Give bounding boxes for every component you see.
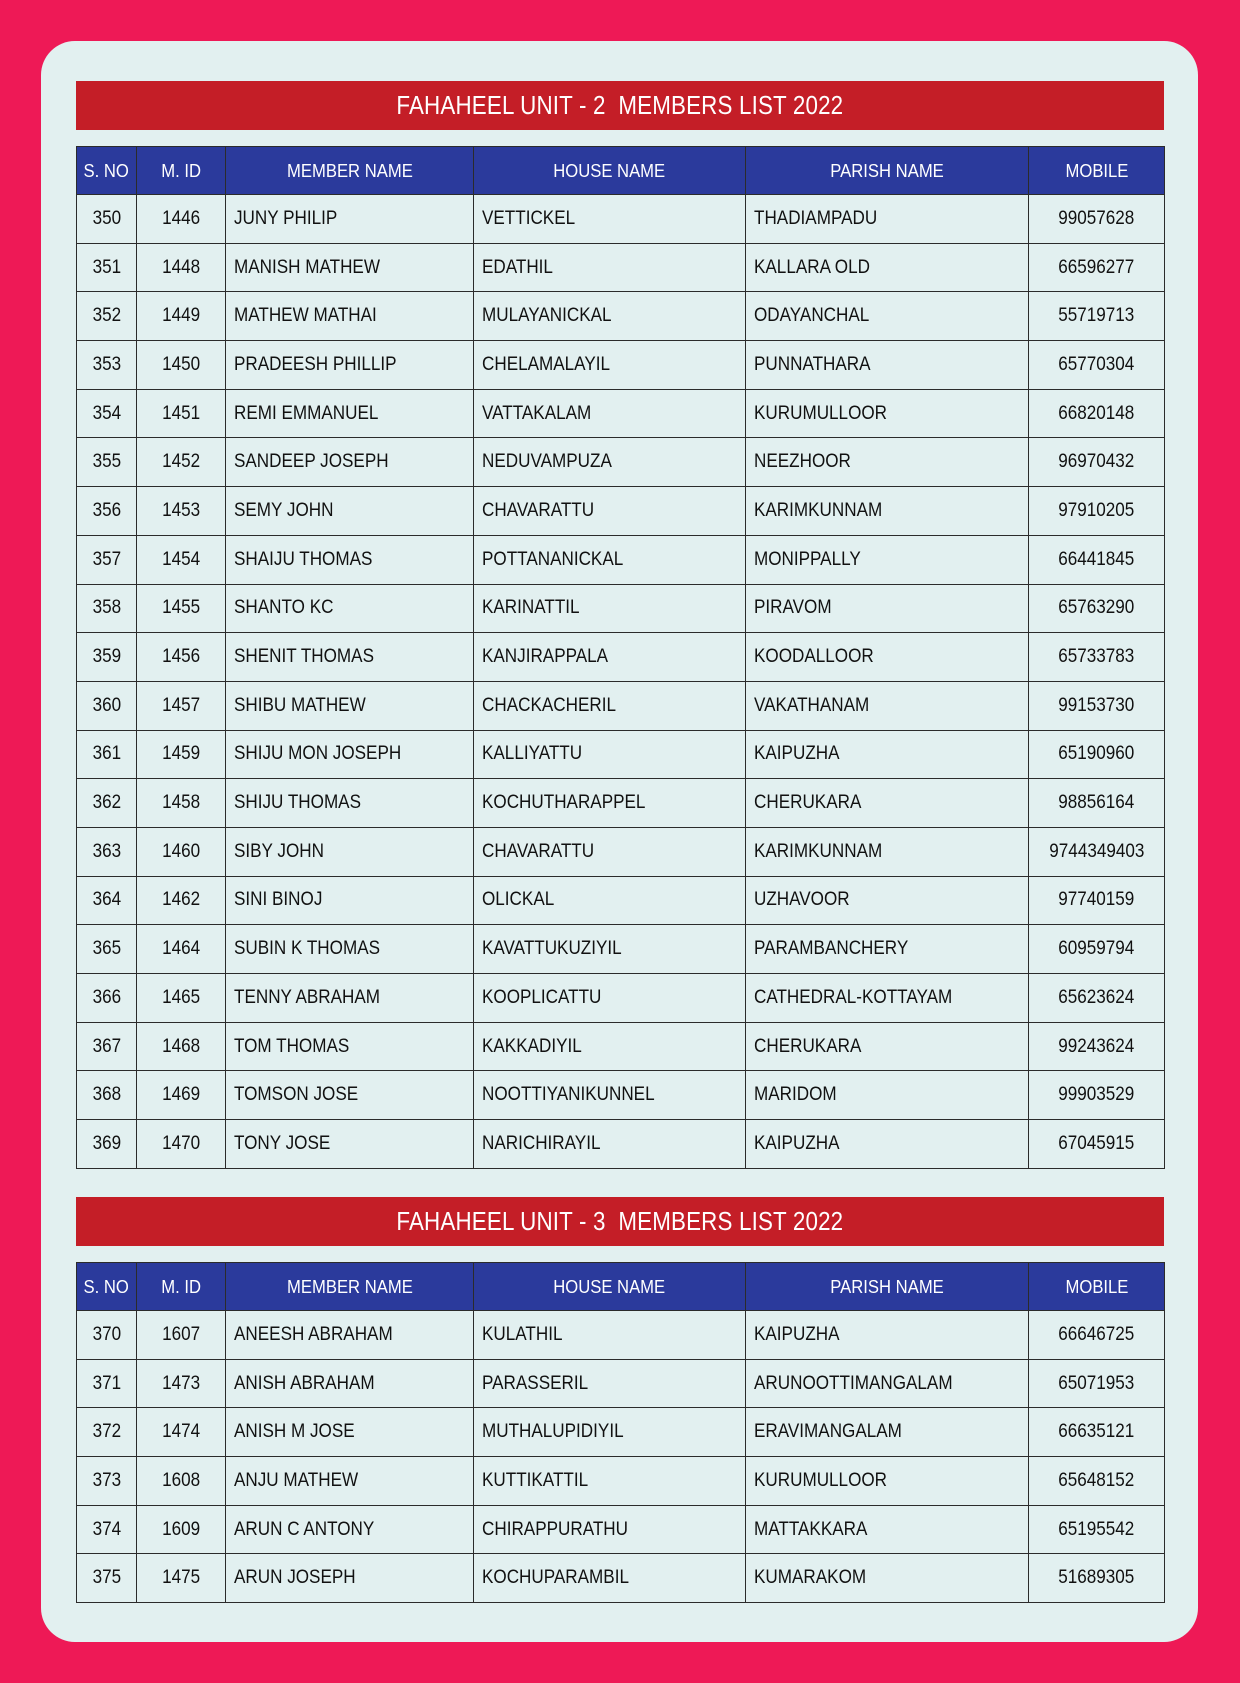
cell-mobile: 66596277 [1029, 243, 1165, 292]
table-row [77, 925, 1165, 974]
cell-house-name: NOOTTIYANIKUNNEL [474, 1071, 746, 1120]
cell-member-name: JUNY PHILIP [226, 195, 474, 244]
table-row [77, 1408, 1165, 1457]
cell-mobile: 99243624 [1029, 1022, 1165, 1071]
cell-sno: 350 [77, 195, 137, 244]
cell-member-name: SIBY JOHN [226, 827, 474, 876]
cell-member-name: MATHEW MATHAI [226, 292, 474, 341]
cell-member-id: 1457 [137, 681, 226, 730]
table-row [77, 341, 1165, 390]
cell-house-name: OLICKAL [474, 876, 746, 925]
cell-house-name: KARINATTIL [474, 584, 746, 633]
cell-mobile: 66635121 [1029, 1408, 1165, 1457]
cell-sno: 365 [77, 925, 137, 974]
cell-mobile: 97740159 [1029, 876, 1165, 925]
cell-sno: 363 [77, 827, 137, 876]
cell-parish-name: THADIAMPADU [746, 195, 1029, 244]
cell-member-id: 1449 [137, 292, 226, 341]
cell-mobile: 66820148 [1029, 389, 1165, 438]
cell-sno: 357 [77, 535, 137, 584]
cell-parish-name: KARIMKUNNAM [746, 827, 1029, 876]
cell-member-name: SHIBU MATHEW [226, 681, 474, 730]
cell-sno: 354 [77, 389, 137, 438]
cell-sno: 355 [77, 438, 137, 487]
cell-member-id: 1475 [137, 1554, 226, 1603]
cell-sno: 364 [77, 876, 137, 925]
unit-3-title-banner [76, 1197, 1164, 1246]
table-row [77, 974, 1165, 1023]
cell-parish-name: UZHAVOOR [746, 876, 1029, 925]
cell-member-id: 1459 [137, 730, 226, 779]
cell-member-name: MANISH MATHEW [226, 243, 474, 292]
unit-2-title: FAHAHEEL UNIT - 2 MEMBERS LIST 2022 [396, 90, 844, 120]
cell-member-name: SHIJU THOMAS [226, 779, 474, 828]
cell-member-name: REMI EMMANUEL [226, 389, 474, 438]
table-row [77, 1505, 1165, 1554]
cell-house-name: KANJIRAPPALA [474, 633, 746, 682]
cell-parish-name: ERAVIMANGALAM [746, 1408, 1029, 1457]
cell-member-id: 1451 [137, 389, 226, 438]
cell-member-id: 1465 [137, 974, 226, 1023]
cell-parish-name: KARIMKUNNAM [746, 487, 1029, 536]
cell-mobile: 97910205 [1029, 487, 1165, 536]
cell-sno: 351 [77, 243, 137, 292]
table-row [77, 487, 1165, 536]
unit-2-members-table [76, 146, 1165, 1169]
cell-mobile: 99057628 [1029, 195, 1165, 244]
cell-parish-name: VAKATHANAM [746, 681, 1029, 730]
cell-mobile: 96970432 [1029, 438, 1165, 487]
cell-sno: 366 [77, 974, 137, 1023]
cell-house-name: CHIRAPPURATHU [474, 1505, 746, 1554]
table-row [77, 1457, 1165, 1506]
cell-member-id: 1460 [137, 827, 226, 876]
cell-house-name: KOCHUTHARAPPEL [474, 779, 746, 828]
cell-member-id: 1468 [137, 1022, 226, 1071]
table-row [77, 243, 1165, 292]
cell-member-name: SANDEEP JOSEPH [226, 438, 474, 487]
cell-parish-name: PARAMBANCHERY [746, 925, 1029, 974]
cell-house-name: KOCHUPARAMBIL [474, 1554, 746, 1603]
unit-2-table-body [77, 195, 1165, 1169]
cell-parish-name: KAIPUZHA [746, 730, 1029, 779]
cell-sno: 369 [77, 1120, 137, 1169]
cell-parish-name: NEEZHOOR [746, 438, 1029, 487]
cell-parish-name: KURUMULLOOR [746, 389, 1029, 438]
cell-sno: 352 [77, 292, 137, 341]
cell-house-name: CHACKACHERIL [474, 681, 746, 730]
cell-member-name: PRADEESH PHILLIP [226, 341, 474, 390]
cell-member-id: 1455 [137, 584, 226, 633]
cell-parish-name: ARUNOOTTIMANGALAM [746, 1359, 1029, 1408]
cell-member-name: ANISH M JOSE [226, 1408, 474, 1457]
cell-member-id: 1453 [137, 487, 226, 536]
cell-parish-name: MARIDOM [746, 1071, 1029, 1120]
cell-house-name: NARICHIRAYIL [474, 1120, 746, 1169]
cell-parish-name: PUNNATHARA [746, 341, 1029, 390]
cell-sno: 361 [77, 730, 137, 779]
table-row [77, 292, 1165, 341]
cell-mobile: 65733783 [1029, 633, 1165, 682]
unit-3-members-table [76, 1262, 1165, 1603]
cell-sno: 353 [77, 341, 137, 390]
cell-sno: 372 [77, 1408, 137, 1457]
cell-sno: 375 [77, 1554, 137, 1603]
cell-member-name: SEMY JOHN [226, 487, 474, 536]
cell-sno: 360 [77, 681, 137, 730]
cell-mobile: 65770304 [1029, 341, 1165, 390]
cell-house-name: POTTANANICKAL [474, 535, 746, 584]
col-header-mid: M. ID [137, 147, 226, 195]
col-header-house-name: HOUSE NAME [474, 1263, 746, 1311]
cell-parish-name: PIRAVOM [746, 584, 1029, 633]
table-row [77, 389, 1165, 438]
col-header-sno: S. NO [77, 1263, 137, 1311]
col-header-sno: S. NO [77, 147, 137, 195]
col-header-member-name: MEMBER NAME [226, 1263, 474, 1311]
cell-parish-name: KAIPUZHA [746, 1311, 1029, 1360]
cell-member-id: 1458 [137, 779, 226, 828]
cell-mobile: 9744349403 [1029, 827, 1165, 876]
cell-mobile: 60959794 [1029, 925, 1165, 974]
unit-2-title-banner [76, 81, 1164, 130]
table-row [77, 1311, 1165, 1360]
col-header-parish-name: PARISH NAME [746, 1263, 1029, 1311]
table-row [77, 681, 1165, 730]
cell-member-name: TONY JOSE [226, 1120, 474, 1169]
cell-mobile: 65190960 [1029, 730, 1165, 779]
cell-house-name: KUTTIKATTIL [474, 1457, 746, 1506]
cell-parish-name: KALLARA OLD [746, 243, 1029, 292]
unit-2-section [76, 81, 1164, 1169]
cell-member-id: 1446 [137, 195, 226, 244]
cell-mobile: 99153730 [1029, 681, 1165, 730]
cell-member-id: 1448 [137, 243, 226, 292]
cell-sno: 373 [77, 1457, 137, 1506]
cell-member-id: 1473 [137, 1359, 226, 1408]
cell-parish-name: KUMARAKOM [746, 1554, 1029, 1603]
unit-3-title: FAHAHEEL UNIT - 3 MEMBERS LIST 2022 [396, 1206, 844, 1236]
cell-member-id: 1450 [137, 341, 226, 390]
cell-member-name: ANISH ABRAHAM [226, 1359, 474, 1408]
table-row [77, 1071, 1165, 1120]
cell-sno: 367 [77, 1022, 137, 1071]
cell-member-name: TOMSON JOSE [226, 1071, 474, 1120]
cell-member-name: SHANTO KC [226, 584, 474, 633]
col-header-parish-name: PARISH NAME [746, 147, 1029, 195]
col-header-member-name: MEMBER NAME [226, 147, 474, 195]
cell-mobile: 65648152 [1029, 1457, 1165, 1506]
cell-sno: 362 [77, 779, 137, 828]
cell-house-name: KAKKADIYIL [474, 1022, 746, 1071]
cell-parish-name: MATTAKKARA [746, 1505, 1029, 1554]
cell-mobile: 65071953 [1029, 1359, 1165, 1408]
cell-house-name: KALLIYATTU [474, 730, 746, 779]
cell-member-id: 1470 [137, 1120, 226, 1169]
cell-member-id: 1456 [137, 633, 226, 682]
table-row [77, 827, 1165, 876]
col-header-mobile: MOBILE [1029, 1263, 1165, 1311]
cell-house-name: PARASSERIL [474, 1359, 746, 1408]
unit-3-table-body [77, 1311, 1165, 1603]
cell-sno: 359 [77, 633, 137, 682]
cell-sno: 371 [77, 1359, 137, 1408]
table-header-row [77, 1263, 1165, 1311]
col-header-mid: M. ID [137, 1263, 226, 1311]
cell-member-id: 1452 [137, 438, 226, 487]
cell-member-id: 1474 [137, 1408, 226, 1457]
table-row [77, 1022, 1165, 1071]
cell-house-name: KAVATTUKUZIYIL [474, 925, 746, 974]
table-row [77, 1359, 1165, 1408]
cell-member-name: SHAIJU THOMAS [226, 535, 474, 584]
table-header-row [77, 147, 1165, 195]
cell-member-name: SINI BINOJ [226, 876, 474, 925]
cell-member-id: 1607 [137, 1311, 226, 1360]
cell-member-name: ARUN C ANTONY [226, 1505, 474, 1554]
unit-3-section [76, 1197, 1164, 1603]
cell-mobile: 65195542 [1029, 1505, 1165, 1554]
table-row [77, 1120, 1165, 1169]
cell-house-name: VATTAKALAM [474, 389, 746, 438]
cell-member-name: ANJU MATHEW [226, 1457, 474, 1506]
cell-mobile: 99903529 [1029, 1071, 1165, 1120]
table-row [77, 779, 1165, 828]
col-header-mobile: MOBILE [1029, 147, 1165, 195]
cell-parish-name: KURUMULLOOR [746, 1457, 1029, 1506]
cell-house-name: KOOPLICATTU [474, 974, 746, 1023]
cell-house-name: NEDUVAMPUZA [474, 438, 746, 487]
cell-house-name: CHELAMALAYIL [474, 341, 746, 390]
cell-parish-name: KAIPUZHA [746, 1120, 1029, 1169]
cell-mobile: 66441845 [1029, 535, 1165, 584]
cell-sno: 374 [77, 1505, 137, 1554]
table-row [77, 195, 1165, 244]
cell-member-name: SHENIT THOMAS [226, 633, 474, 682]
cell-mobile: 98856164 [1029, 779, 1165, 828]
table-row [77, 730, 1165, 779]
cell-member-name: ANEESH ABRAHAM [226, 1311, 474, 1360]
cell-mobile: 51689305 [1029, 1554, 1165, 1603]
cell-mobile: 65763290 [1029, 584, 1165, 633]
cell-member-name: TENNY ABRAHAM [226, 974, 474, 1023]
cell-member-id: 1469 [137, 1071, 226, 1120]
cell-member-id: 1464 [137, 925, 226, 974]
cell-sno: 370 [77, 1311, 137, 1360]
table-row [77, 1554, 1165, 1603]
cell-house-name: MUTHALUPIDIYIL [474, 1408, 746, 1457]
cell-member-name: ARUN JOSEPH [226, 1554, 474, 1603]
table-row [77, 633, 1165, 682]
cell-parish-name: CATHEDRAL-KOTTAYAM [746, 974, 1029, 1023]
table-row [77, 535, 1165, 584]
cell-member-name: SHIJU MON JOSEPH [226, 730, 474, 779]
col-header-house-name: HOUSE NAME [474, 147, 746, 195]
cell-member-id: 1454 [137, 535, 226, 584]
cell-house-name: CHAVARATTU [474, 827, 746, 876]
cell-house-name: VETTICKEL [474, 195, 746, 244]
cell-mobile: 67045915 [1029, 1120, 1165, 1169]
table-row [77, 876, 1165, 925]
cell-mobile: 55719713 [1029, 292, 1165, 341]
cell-member-id: 1462 [137, 876, 226, 925]
cell-member-name: SUBIN K THOMAS [226, 925, 474, 974]
cell-parish-name: ODAYANCHAL [746, 292, 1029, 341]
cell-member-name: TOM THOMAS [226, 1022, 474, 1071]
cell-mobile: 66646725 [1029, 1311, 1165, 1360]
cell-sno: 368 [77, 1071, 137, 1120]
table-row [77, 584, 1165, 633]
cell-sno: 358 [77, 584, 137, 633]
cell-house-name: EDATHIL [474, 243, 746, 292]
cell-member-id: 1609 [137, 1505, 226, 1554]
cell-sno: 356 [77, 487, 137, 536]
cell-house-name: MULAYANICKAL [474, 292, 746, 341]
cell-parish-name: CHERUKARA [746, 1022, 1029, 1071]
cell-mobile: 65623624 [1029, 974, 1165, 1023]
cell-member-id: 1608 [137, 1457, 226, 1506]
cell-parish-name: MONIPPALLY [746, 535, 1029, 584]
cell-parish-name: CHERUKARA [746, 779, 1029, 828]
cell-house-name: KULATHIL [474, 1311, 746, 1360]
table-row [77, 438, 1165, 487]
cell-parish-name: KOODALLOOR [746, 633, 1029, 682]
cell-house-name: CHAVARATTU [474, 487, 746, 536]
